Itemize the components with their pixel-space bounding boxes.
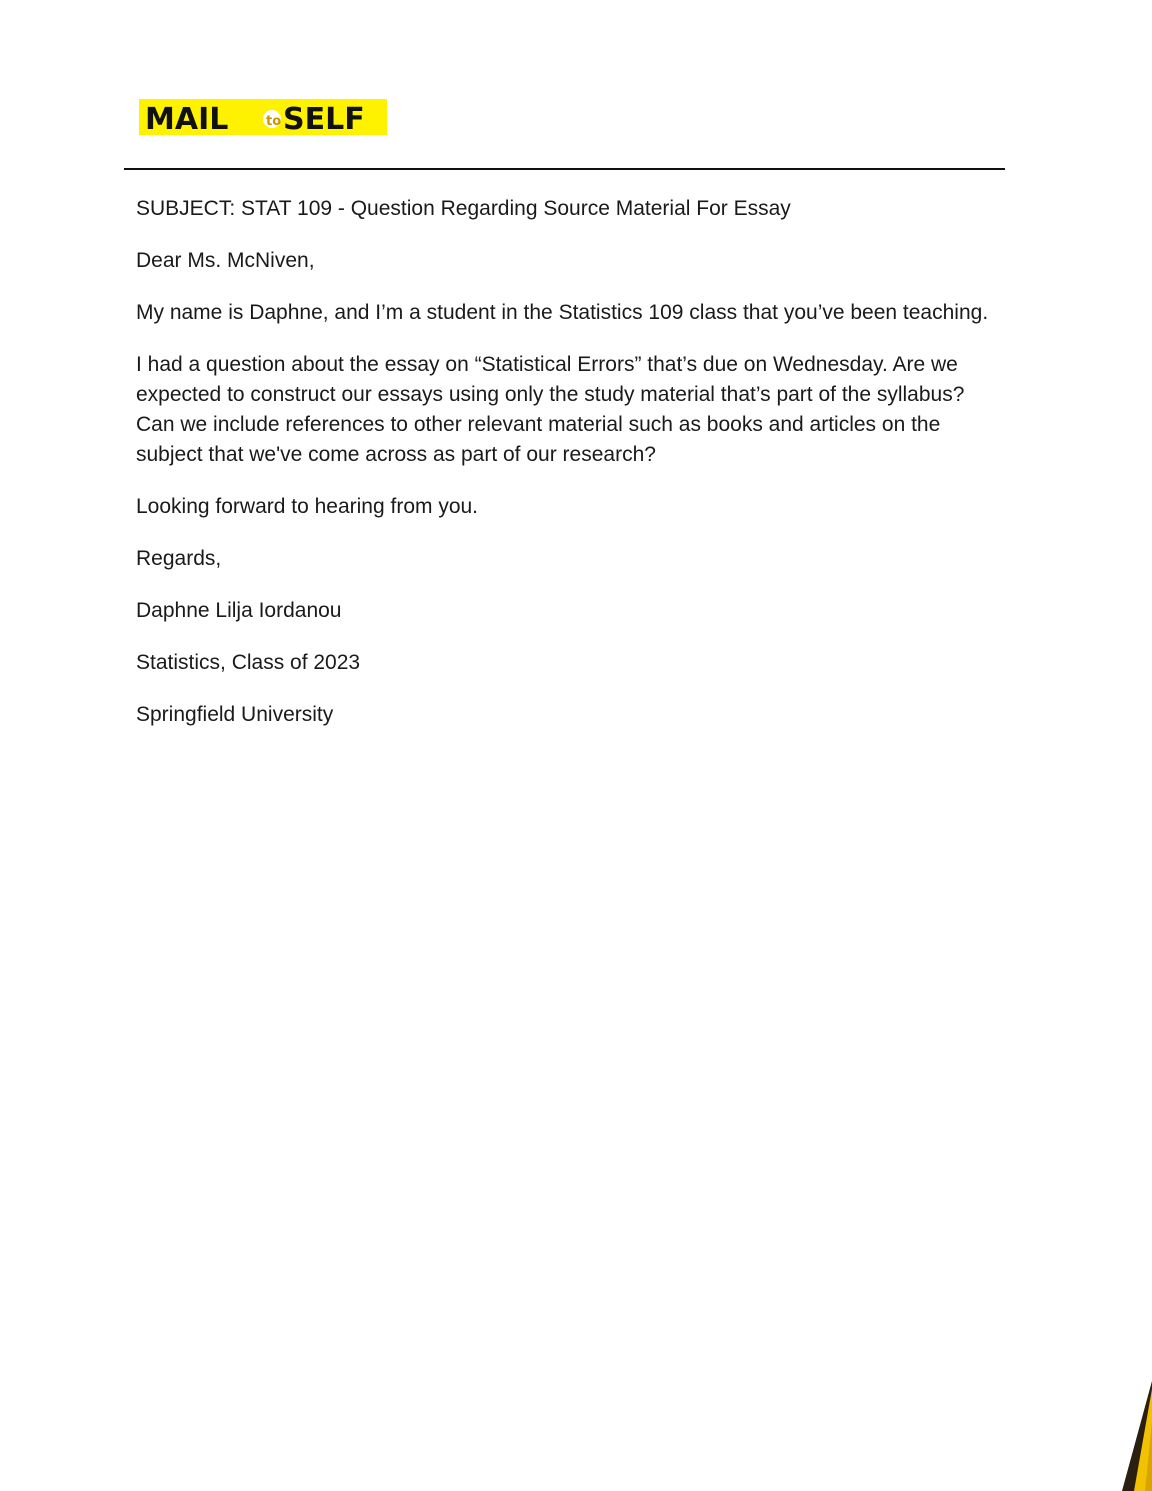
sender-university: Springfield University xyxy=(136,703,334,726)
email-paragraph-question: I had a question about the essay on “Statistical Errors” that’s due on Wednesday. Are we expected to construct our essays using only the study material that’s part of the syllabus? Can we include references to other relevant material such as books and articles on the subject that we've come across as part of our research? xyxy=(136,353,965,466)
logo-text-self: SELF xyxy=(283,102,365,135)
mailtoself-logo xyxy=(139,99,387,135)
email-subject: SUBJECT: STAT 109 - Question Regarding Source Material For Essay xyxy=(136,197,791,220)
header-divider xyxy=(124,168,1005,170)
email-sign-off: Regards, xyxy=(136,547,222,570)
email-greeting: Dear Ms. McNiven, xyxy=(136,249,315,272)
email-closing-line: Looking forward to hearing from you. xyxy=(136,495,479,518)
sender-name: Daphne Lilja Iordanou xyxy=(136,599,342,622)
logo-text-mail: MAIL xyxy=(145,102,229,135)
logo-text-to: to xyxy=(266,114,282,129)
logo-wordmark xyxy=(139,99,387,135)
corner-decoration xyxy=(1112,1381,1152,1491)
email-body xyxy=(136,194,996,752)
email-paragraph-intro: My name is Daphne, and I’m a student in the Statistics 109 class that you’ve been teaching. xyxy=(136,301,989,324)
sender-class: Statistics, Class of 2023 xyxy=(136,651,361,674)
